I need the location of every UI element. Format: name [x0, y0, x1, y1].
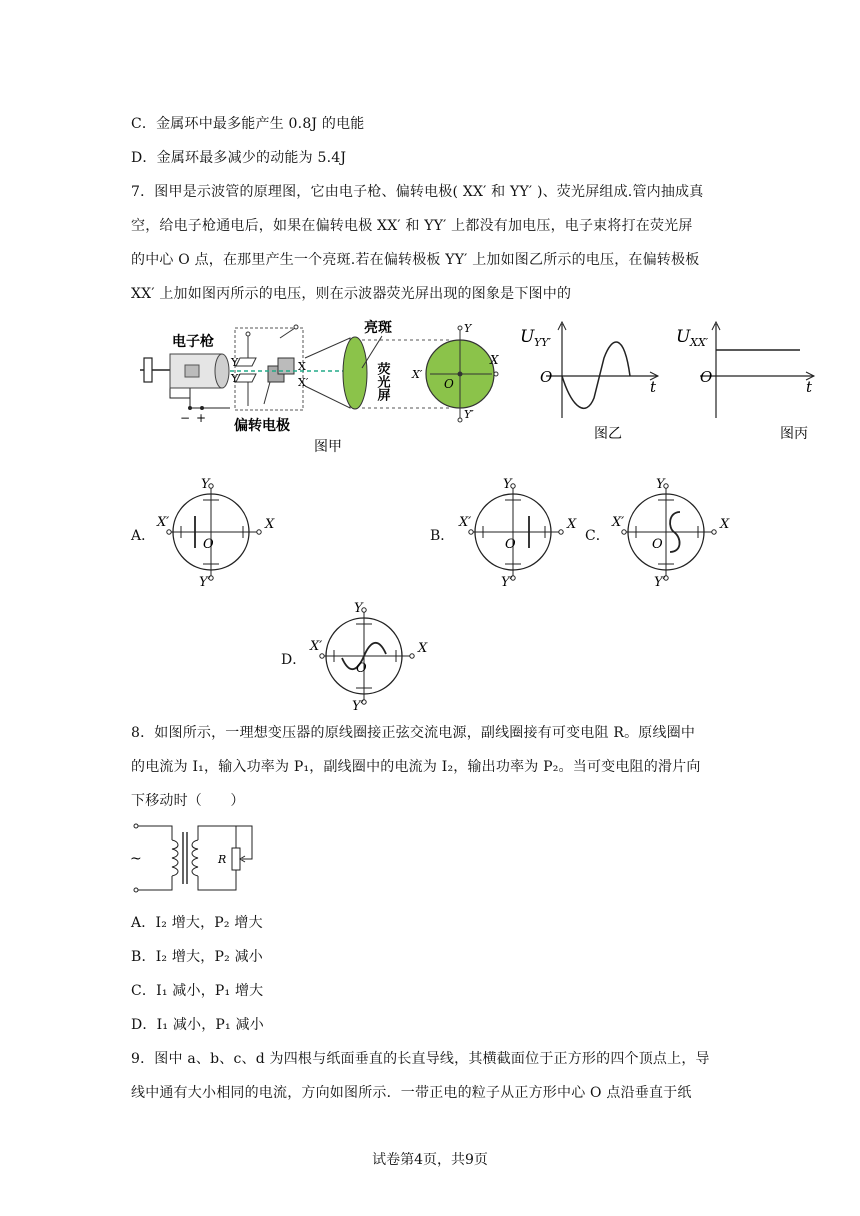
- bing-ysub: XX′: [690, 336, 709, 349]
- screen-yp-label: Y′: [464, 408, 474, 421]
- q9-stem-line1: 9．图中 a、b、c、d 为四根与纸面垂直的长直导线，其横截面位于正方形的四个顶点上，导: [131, 1051, 710, 1067]
- plate-xp-label: X′: [298, 376, 309, 389]
- o-label: O: [356, 661, 367, 676]
- q7-stem-line1: 7．图甲是示波管的原理图，它由电子枪、偏转电极( XX′ 和 YY′ )、荧光屏组成.管内抽成真: [131, 184, 704, 200]
- yp-label: Y′: [654, 575, 666, 588]
- xp-label: X′: [612, 515, 625, 530]
- screen-xp-label: X′: [412, 368, 423, 381]
- q9-stem-line2: 线中通有大小相同的电流，方向如图所示．一带正电的粒子从正方形中心 O 点沿垂直于纸: [131, 1085, 692, 1101]
- q8-option-b: B．I₂ 增大，P₂ 减小: [131, 949, 263, 965]
- y-label: Y: [201, 477, 210, 492]
- yi-ylabel: U: [520, 327, 535, 347]
- q7-option-d-screen: [308, 600, 438, 712]
- q6-option-c: C．金属环中最多能产生 0.8J 的电能: [131, 116, 365, 132]
- minus-label: −: [180, 411, 191, 425]
- electrode-label: 偏转电极: [234, 418, 290, 434]
- yi-origin: O: [540, 368, 553, 386]
- figure-bing-constant-voltage: [672, 318, 822, 444]
- x-label: X: [265, 517, 275, 532]
- q7-option-c-screen: [610, 476, 740, 588]
- screen-y-label: Y: [464, 322, 472, 335]
- screen-x-label: X: [490, 353, 499, 367]
- y-label: Y: [656, 477, 665, 492]
- yi-ysub: YY′: [534, 336, 552, 349]
- bing-ylabel: U: [676, 327, 691, 347]
- bing-origin: O: [700, 368, 713, 386]
- q6-option-d: D．金属环最多减少的动能为 5.4J: [131, 150, 347, 166]
- y-label: Y: [503, 477, 512, 492]
- q8-option-d: D．I₁ 减小，P₁ 减小: [131, 1017, 264, 1033]
- q7-option-c-label: C．: [585, 528, 610, 544]
- yp-label: Y′: [501, 575, 513, 588]
- q7-option-a-label: A．: [131, 528, 156, 544]
- q7-option-a-screen: [155, 476, 285, 588]
- figure-jia-oscilloscope-tube: [130, 318, 510, 460]
- gun-label: 电子枪: [172, 334, 214, 350]
- figure-yi-sine-voltage: [512, 318, 662, 444]
- spot-label: 亮斑: [364, 320, 392, 336]
- q8-stem-line3: 下移动时（ ）: [131, 793, 245, 809]
- q7-option-b-screen: [457, 476, 587, 588]
- q7-stem-line2: 空，给电子枪通电后，如果在偏转电极 XX′ 和 YY′ 上都没有加电压，电子束将打在荧光屏: [131, 218, 693, 234]
- plate-yp-label: Y′: [231, 372, 241, 385]
- yi-xlabel: t: [650, 378, 657, 396]
- fig-bing-caption: 图丙: [780, 426, 808, 442]
- xp-label: X′: [310, 639, 323, 654]
- q7-stem-line4: XX′ 上加如图丙所示的电压，则在示波器荧光屏出现的图象是下图中的: [131, 286, 572, 302]
- yp-label: Y′: [352, 699, 364, 712]
- q8-stem-line2: 的电流为 I₁，输入功率为 P₁，副线圈中的电流为 I₂，输出功率为 P₂。当可变电阻的滑片向: [131, 759, 701, 775]
- q8-option-a: A．I₂ 增大，P₂ 增大: [131, 915, 263, 931]
- q7-stem-line3: 的中心 O 点，在那里产生一个亮斑.若在偏转极板 YY′ 上加如图乙所示的电压，在偏转极板: [131, 252, 700, 268]
- fig-jia-caption: 图甲: [314, 439, 342, 455]
- yp-label: Y′: [199, 575, 211, 588]
- plate-y-label: Y: [231, 356, 239, 369]
- screen-o-label: O: [444, 377, 454, 391]
- q8-option-c: C．I₁ 减小，P₁ 增大: [131, 983, 264, 999]
- q7-option-b-label: B．: [430, 528, 455, 544]
- q7-option-d-label: D．: [281, 652, 307, 668]
- xp-label: X′: [459, 515, 472, 530]
- y-label: Y: [354, 601, 363, 616]
- ac-source-symbol: ~: [130, 851, 142, 867]
- bing-xlabel: t: [806, 378, 813, 396]
- plus-label: +: [196, 411, 207, 425]
- o-label: O: [505, 537, 516, 552]
- plate-x-label: X: [298, 360, 306, 373]
- o-label: O: [203, 537, 214, 552]
- screen-label: 荧光屏: [374, 362, 390, 401]
- page-footer: 试卷第4页，共9页: [372, 1152, 488, 1168]
- fig-yi-caption: 图乙: [594, 426, 622, 442]
- q8-stem-line1: 8．如图所示，一理想变压器的原线圈接正弦交流电源，副线圈接有可变电阻 R。原线圈中: [131, 725, 696, 741]
- xp-label: X′: [157, 515, 170, 530]
- transformer-circuit-figure: [128, 818, 268, 898]
- x-label: X: [720, 517, 730, 532]
- resistor-r-label: R: [218, 853, 227, 866]
- x-label: X: [567, 517, 577, 532]
- o-label: O: [652, 537, 663, 552]
- x-label: X: [418, 641, 428, 656]
